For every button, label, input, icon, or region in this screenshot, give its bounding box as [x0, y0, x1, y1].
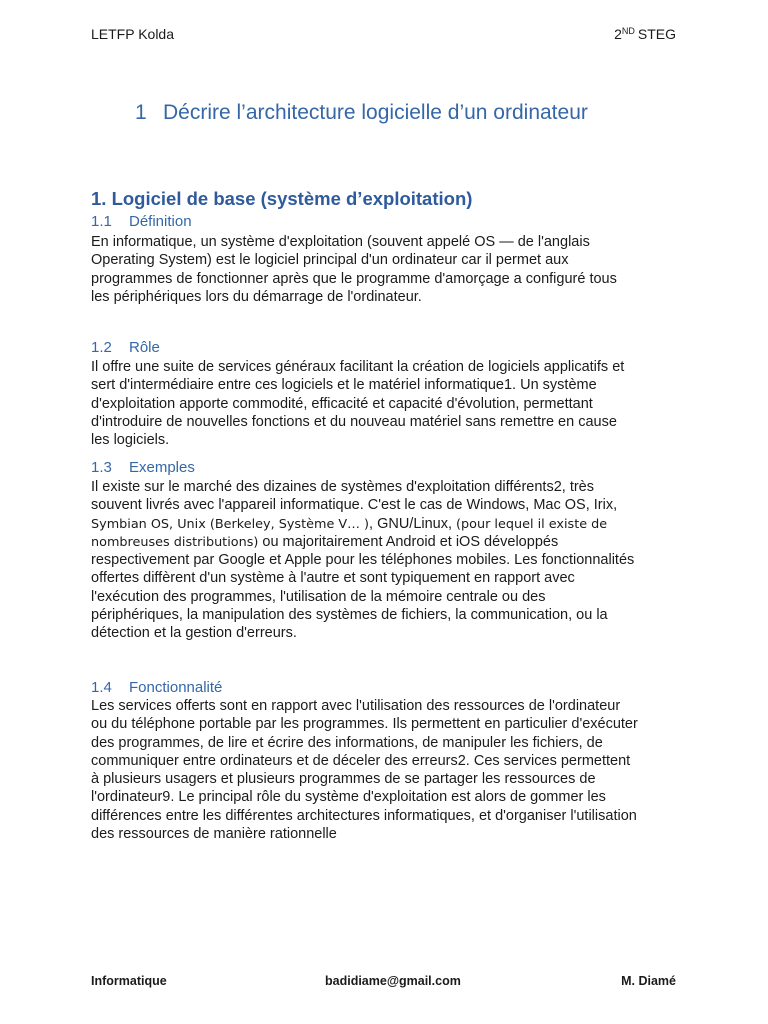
paragraph-line: souvent livrés avec l'appareil informatique. C'est le cas de Windows, Mac OS, Irix, [91, 497, 618, 514]
line-segment: nombreuses distributions) [91, 534, 259, 550]
paragraph-line: l'ordinateur9. Le principal rôle du système d'exploitation est alors de gommer les [91, 789, 606, 806]
line-segment: , GNU/Linux, [369, 515, 457, 532]
paragraph-line: les logiciels. [91, 432, 170, 449]
paragraph-role [91, 358, 624, 449]
paragraph-line: à plusieurs usagers et plusieurs programmes de se partager les ressources de [91, 771, 596, 788]
subheading-number: 1.1 [91, 213, 112, 230]
paragraph-line: les périphériques lors du démarrage de l'ordinateur. [91, 288, 422, 305]
subheading-number: 1.4 [91, 679, 112, 696]
paragraph-line: offertes diffèrent d'un système à l'autre et sont typiquement en rapport avec [91, 570, 575, 587]
paragraph-line: périphériques, la manipulation des systèmes de fichiers, la communication, ou la [91, 607, 608, 624]
paragraph-line [91, 515, 634, 533]
line-segment: (pour lequel il existe de [456, 516, 608, 532]
subheading-title: Exemples [129, 459, 195, 476]
header-school: LETFP Kolda [91, 26, 175, 42]
header-class-superscript: ND [621, 26, 635, 36]
paragraph-line: différences entre les différentes architectures informatiques, et d'organiser l'utilisation [91, 807, 637, 824]
paragraph-line: Operating System) est le logiciel principal d'un ordinateur car il permet aux [91, 252, 569, 269]
subheading-role [91, 339, 160, 357]
footer-author: M. Diamé [621, 974, 676, 988]
paragraph-line: d'introduire de nouvelles fonctions et du nouveau matériel sans remettre en cause [91, 413, 617, 430]
paragraph-line: l'exécution des programmes, l'utilisation de la mémoire centrale ou des [91, 588, 546, 605]
line-segment: ou majoritairement Android et iOS développés [258, 533, 559, 550]
subheading-title: Rôle [129, 339, 160, 356]
subheading-definition [91, 213, 192, 231]
paragraph-line: Il offre une suite de services généraux facilitant la création de logiciels applicatifs et [91, 359, 625, 375]
paragraph-line: des programmes, de lire et écrire des informations, de manipuler les fichiers, de [91, 734, 603, 751]
paragraph-line: Les services offerts sont en rapport avec l'utilisation des ressources de l'ordinateur [91, 698, 621, 714]
paragraph-line: respectivement par Google et Apple pour les téléphones mobiles. Les fonctionnalités [91, 552, 635, 569]
page-title-text: Décrire l’architecture logicielle d’un ordinateur [163, 101, 588, 124]
paragraph-line: communiquer entre ordinateurs et de déceler des erreurs2. Ces services permettent [91, 752, 631, 769]
page-title [135, 99, 588, 127]
subheading-fonctionnalite [91, 679, 222, 697]
subheading-number: 1.3 [91, 459, 112, 476]
paragraph-line: Il existe sur le marché des dizaines de systèmes d'exploitation différents2, très [91, 479, 594, 495]
paragraph-line: sert d'intermédiaire entre ces logiciels et le matériel informatique1. Un système [91, 377, 597, 394]
paragraph-exemples [91, 478, 634, 643]
paragraph-fonctionnalite [91, 697, 638, 843]
header-class-name: STEG [637, 26, 676, 42]
paragraph-line: ou du téléphone portable par les programmes. Ils permettent en particulier d'exécuter [91, 716, 638, 733]
footer-email: badidiame@gmail.com [325, 974, 461, 988]
paragraph-line: En informatique, un système d'exploitation (souvent appelé OS — de l'anglais [91, 234, 590, 250]
subheading-title: Fonctionnalité [129, 679, 223, 696]
subheading-number: 1.2 [91, 339, 112, 356]
paragraph-line: détection et la gestion d'erreurs. [91, 625, 297, 642]
subheading-title: Définition [129, 213, 192, 230]
header-class-number: 2 [614, 26, 622, 42]
paragraph-line: des ressources de manière rationnelle [91, 826, 337, 843]
paragraph-line: programmes de fonctionner après que le programme d'amorçage a configuré tous [91, 270, 617, 287]
paragraph-line: d'exploitation apporte commodité, efficacité et capacité d'évolution, permettant [91, 395, 593, 412]
section-heading: 1. Logiciel de base (système d’exploitation) [91, 188, 473, 209]
line-segment: Symbian OS, Unix (Berkeley, Système V… ) [91, 516, 370, 532]
header-class [614, 26, 676, 44]
page-title-number: 1 [135, 101, 147, 124]
subheading-exemples [91, 459, 195, 477]
footer-subject: Informatique [91, 974, 167, 988]
paragraph-definition [91, 233, 617, 306]
paragraph-line [91, 533, 634, 551]
